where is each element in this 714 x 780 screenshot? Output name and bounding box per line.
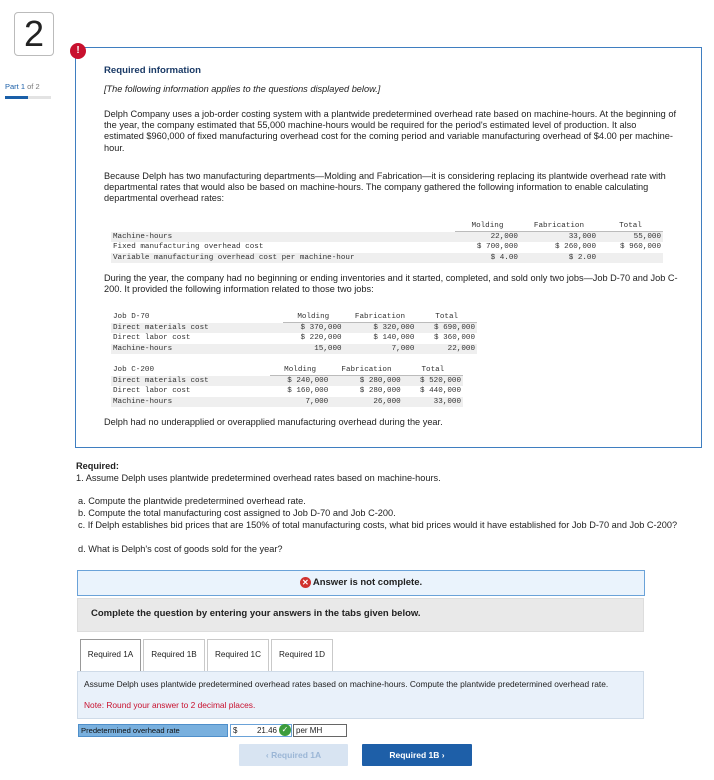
required-d: d. What is Delph's cost of goods sold for the year?	[78, 544, 283, 554]
dept-cell: $ 4.00	[455, 253, 520, 263]
answer-status-text: Answer is not complete.	[312, 577, 423, 588]
job1-hdr-job: Job D-70	[113, 313, 150, 322]
panel-note: Note: Round your answer to 2 decimal places.	[84, 700, 256, 710]
tab-required-1d[interactable]: Required 1D	[271, 639, 333, 671]
dept-row-label: Machine-hours	[111, 232, 455, 243]
info-para-1: Delph Company uses a job-order costing system with a plantwide predetermined overhead rate based on machine-hours. At the beginning of the year, the company estimated that 55,000 machine-hours would be required for the period's estimated level of production. It also estimated $960,000 of fixed manufacturing overhead cost for the coming period and variable manufacturing overhead of $4.00 per machine-hour.	[104, 109, 676, 153]
part-progress-fill	[5, 96, 28, 99]
error-x-icon: ✕	[300, 577, 311, 588]
job2-row-label: Direct labor cost	[113, 387, 191, 396]
dept-cell: $ 700,000	[476, 243, 518, 252]
info-subheading: [The following information applies to the questions displayed below.]	[104, 84, 381, 94]
required-c: c. If Delph establishes bid prices that are 150% of total manufacturing costs, what bid prices would it have established for Job D-70 and Job C-200?	[78, 520, 678, 530]
required-line-1: 1. Assume Delph uses plantwide predetermined overhead rates based on machine-hours.	[76, 473, 441, 483]
part-indicator	[5, 82, 40, 91]
required-a: a. Compute the plantwide predetermined overhead rate.	[78, 496, 306, 506]
job2-row-label: Direct materials cost	[111, 376, 270, 387]
job2-cell: $ 520,000	[403, 376, 463, 387]
job2-cell: $ 280,000	[330, 376, 402, 387]
check-icon: ✓	[279, 724, 291, 736]
dept-cell: $ 260,000	[555, 243, 597, 252]
job1-cell: $ 690,000	[416, 323, 477, 334]
currency-symbol: $	[233, 726, 238, 735]
job1-cell: $ 220,000	[300, 334, 342, 343]
answer-status-banner	[77, 570, 645, 596]
dept-row-label: Variable manufacturing overhead cost per machine-hour	[111, 253, 455, 263]
panel-text: Assume Delph uses plantwide predetermined overhead rates based on machine-hours. Compute the plantwide predetermined overhead rate.	[84, 679, 609, 689]
unit-label: per MH	[293, 724, 347, 737]
info-heading: Required information	[104, 65, 202, 76]
job1-row-label: Direct labor cost	[113, 334, 191, 343]
alert-icon: !	[70, 43, 86, 59]
next-button[interactable]	[362, 744, 472, 766]
prev-button[interactable]	[239, 744, 348, 766]
part-progress-bar	[5, 96, 51, 99]
job1-cell: $ 360,000	[433, 334, 475, 343]
job-c200-table	[111, 365, 463, 407]
job1-cell: $ 370,000	[283, 323, 344, 334]
dept-cell	[598, 253, 663, 263]
tab-required-1c[interactable]: Required 1C	[207, 639, 269, 671]
dept-hdr-molding: Molding	[455, 221, 520, 232]
job2-cell: $ 240,000	[270, 376, 330, 387]
job1-hdr-total: Total	[416, 312, 477, 323]
job2-cell: $ 280,000	[359, 387, 401, 396]
job1-cell: $ 320,000	[344, 323, 417, 334]
job-d70-table	[111, 312, 477, 354]
dept-cell: $ 2.00	[520, 253, 598, 263]
dept-hdr-blank	[111, 221, 455, 232]
job1-cell: 7,000	[344, 344, 417, 354]
overhead-rate-value: 21.46	[256, 726, 277, 735]
dept-hdr-total: Total	[598, 221, 663, 232]
tab-required-1b[interactable]: Required 1B	[143, 639, 205, 671]
job1-hdr-fabrication: Fabrication	[344, 312, 417, 323]
required-heading: Required:	[76, 461, 119, 471]
instruction-bar: Complete the question by entering your answers in the tabs given below.	[77, 598, 644, 632]
job1-cell: 15,000	[283, 344, 344, 354]
info-para-3: During the year, the company had no beginning or ending inventories and it started, completed, and sold only two jobs—Job D-70 and Job C-200. It provided the following information related to those two jobs:	[104, 273, 678, 295]
job2-hdr-total: Total	[403, 365, 463, 376]
department-table	[111, 221, 663, 263]
job2-hdr-job: Job C-200	[113, 366, 155, 375]
next-button-label: Required 1B	[389, 750, 440, 760]
dept-cell: 22,000	[455, 232, 520, 243]
job2-cell: 26,000	[330, 397, 402, 407]
job1-cell: $ 140,000	[373, 334, 415, 343]
job1-cell: 22,000	[416, 344, 477, 354]
required-b: b. Compute the total manufacturing cost assigned to Job D-70 and Job C-200.	[78, 508, 396, 518]
dept-cell: $ 960,000	[619, 243, 661, 252]
chevron-right-icon: ›	[439, 750, 445, 760]
dept-cell: 55,000	[598, 232, 663, 243]
tab-required-1a[interactable]: Required 1A	[80, 639, 141, 671]
dept-row-label: Fixed manufacturing overhead cost	[113, 243, 264, 252]
dept-hdr-fabrication: Fabrication	[520, 221, 598, 232]
chevron-left-icon: ‹	[265, 750, 272, 760]
question-number: 2	[14, 12, 54, 56]
info-para-2: Because Delph has two manufacturing departments—Molding and Fabrication—it is considering replacing its plantwide overhead rate with departmental rates that would also be based on machine-hours. The company gathered the following information to enable calculating departmental overhead rates:	[104, 171, 666, 204]
job1-row-label: Direct materials cost	[111, 323, 283, 334]
prev-button-label: Required 1A	[271, 750, 322, 760]
dept-cell: 33,000	[520, 232, 598, 243]
part-of: of 2	[27, 82, 40, 91]
part-label: Part 1	[5, 82, 26, 91]
job2-cell: 33,000	[403, 397, 463, 407]
info-para-4: Delph had no underapplied or overapplied manufacturing overhead during the year.	[104, 417, 443, 427]
field-label: Predetermined overhead rate	[78, 724, 228, 737]
job2-cell: $ 160,000	[287, 387, 329, 396]
job2-cell: 7,000	[270, 397, 330, 407]
job2-row-label: Machine-hours	[111, 397, 270, 407]
job1-row-label: Machine-hours	[111, 344, 283, 354]
job2-hdr-molding: Molding	[270, 365, 330, 376]
job2-cell: $ 440,000	[419, 387, 461, 396]
job1-hdr-molding: Molding	[283, 312, 344, 323]
job2-hdr-fabrication: Fabrication	[330, 365, 402, 376]
